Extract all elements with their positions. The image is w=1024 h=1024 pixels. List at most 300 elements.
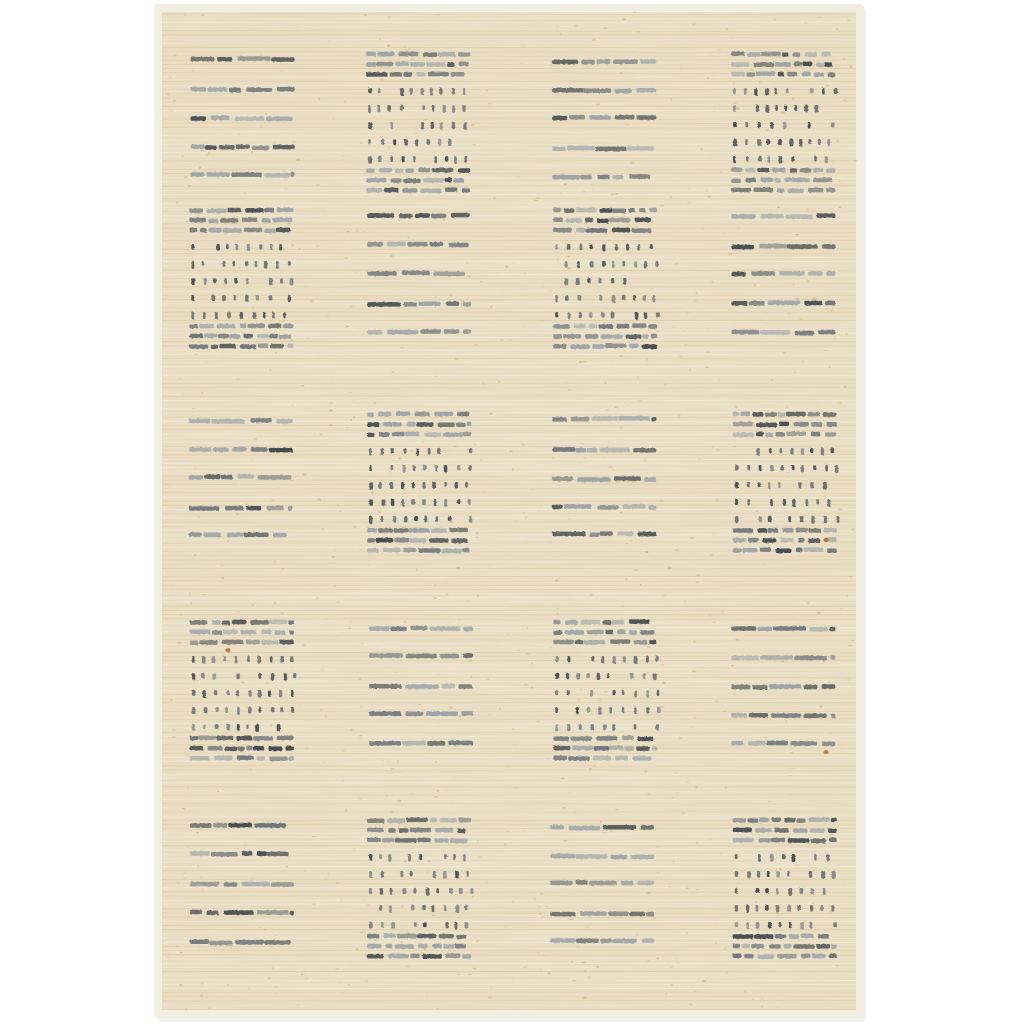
- fiber-speck: [291, 244, 295, 246]
- pattern-stripe: [785, 177, 792, 182]
- pattern-stripe: [410, 954, 419, 959]
- pattern-stripe: [768, 301, 801, 306]
- pattern-stripe: [387, 818, 405, 823]
- fiber-speck: [471, 124, 475, 126]
- pattern-stripe: [642, 334, 648, 339]
- fiber-speck: [443, 219, 446, 221]
- pattern-stripe: [825, 156, 828, 163]
- fiber-speck: [200, 995, 203, 997]
- fiber-speck: [596, 104, 600, 106]
- pattern-stripe: [777, 188, 785, 193]
- pattern-stripe: [608, 912, 629, 917]
- pattern-stripe: [383, 548, 401, 553]
- pattern-stripe: [204, 475, 220, 480]
- fiber-speck: [666, 853, 669, 854]
- pattern-stripe: [273, 533, 287, 538]
- pattern-stripe: [611, 312, 615, 318]
- pattern-stripe: [434, 499, 437, 507]
- pattern-stripe: [789, 934, 799, 939]
- fiber-speck: [540, 893, 543, 894]
- fiber-speck: [198, 214, 200, 216]
- fiber-speck: [849, 576, 853, 577]
- pattern-stripe: [794, 422, 809, 427]
- pattern-stripe: [600, 448, 630, 453]
- pattern-stripe: [290, 278, 294, 285]
- pattern-stripe: [735, 465, 739, 471]
- pattern-stripe: [735, 888, 738, 894]
- fiber-speck: [560, 192, 562, 193]
- pattern-stripe: [279, 334, 291, 339]
- pattern-stripe: [205, 145, 217, 150]
- fiber-speck: [550, 64, 553, 66]
- rug-shading: [162, 12, 856, 1010]
- fiber-speck: [193, 86, 197, 87]
- fiber-speck: [585, 927, 589, 929]
- pattern-stripe: [552, 147, 565, 152]
- pattern-stripe: [426, 888, 430, 896]
- pattern-stripe: [226, 690, 229, 695]
- fiber-speck: [794, 372, 796, 374]
- fiber-speck: [224, 880, 227, 881]
- fiber-speck: [660, 500, 663, 501]
- fiber-speck: [678, 415, 681, 417]
- fiber-speck: [825, 852, 829, 853]
- fiber-speck: [188, 185, 191, 187]
- fiber-speck: [317, 597, 319, 599]
- fiber-speck: [399, 135, 401, 137]
- fiber-speck: [572, 980, 576, 981]
- pattern-stripe: [801, 448, 804, 455]
- pattern-stripe: [391, 627, 407, 632]
- fiber-speck: [650, 288, 652, 290]
- pattern-stripe: [383, 422, 402, 427]
- pattern-stripe: [237, 724, 240, 731]
- fiber-speck: [711, 281, 713, 283]
- pattern-stripe: [587, 448, 598, 453]
- fiber-speck: [194, 354, 198, 355]
- pattern-stripe: [746, 178, 757, 183]
- pattern-stripe: [791, 741, 818, 746]
- pattern-stripe: [379, 854, 382, 859]
- pattern-stripe: [423, 482, 426, 489]
- fiber-speck: [647, 646, 651, 648]
- fiber-row: [162, 468, 856, 469]
- pattern-stripe: [464, 922, 468, 928]
- fiber-speck: [656, 330, 660, 332]
- pattern-stripe: [803, 685, 817, 690]
- pattern-stripe: [786, 88, 789, 94]
- pattern-stripe: [191, 87, 207, 92]
- pattern-stripe: [440, 818, 457, 823]
- fiber-speck: [432, 915, 435, 916]
- fiber-speck: [389, 473, 392, 474]
- pattern-stripe: [733, 156, 735, 163]
- pattern-stripe: [757, 448, 760, 456]
- pattern-stripe: [832, 871, 836, 879]
- fiber-speck: [415, 90, 418, 91]
- fiber-speck: [569, 792, 571, 793]
- pattern-stripe: [248, 324, 266, 329]
- fiber-speck: [251, 151, 253, 153]
- pattern-stripe: [404, 139, 408, 146]
- fiber-speck: [391, 371, 394, 373]
- pattern-stripe: [378, 528, 393, 533]
- pattern-stripe: [257, 910, 289, 915]
- pattern-stripe: [631, 855, 655, 860]
- pattern-stripe: [463, 627, 473, 632]
- pattern-stripe: [426, 712, 458, 717]
- fiber-speck: [792, 98, 794, 99]
- pattern-stripe: [270, 344, 284, 349]
- fiber-speck: [688, 188, 690, 190]
- pattern-stripe: [229, 334, 240, 339]
- pattern-stripe: [747, 871, 751, 878]
- fiber-speck: [201, 14, 204, 15]
- fiber-speck: [189, 593, 191, 595]
- pattern-stripe: [629, 208, 636, 213]
- pattern-stripe: [390, 482, 394, 489]
- pattern-stripe: [279, 690, 282, 697]
- pattern-stripe: [388, 828, 396, 833]
- pattern-stripe: [413, 465, 415, 471]
- fiber-speck: [458, 543, 461, 544]
- fiber-speck: [170, 585, 172, 586]
- fiber-row: [162, 240, 856, 241]
- fiber-speck: [238, 134, 240, 135]
- pattern-stripe: [251, 447, 267, 452]
- fiber-speck: [794, 850, 797, 851]
- pattern-stripe: [575, 640, 583, 645]
- pattern-stripe: [577, 477, 610, 482]
- fiber-speck: [325, 716, 326, 718]
- fiber-speck: [275, 352, 277, 354]
- pattern-stripe: [369, 465, 372, 471]
- pattern-stripe: [636, 88, 656, 93]
- fiber-speck: [408, 900, 410, 901]
- fiber-speck: [469, 276, 471, 278]
- fiber-speck: [660, 205, 664, 207]
- pattern-stripe: [462, 711, 473, 716]
- fiber-speck: [547, 972, 551, 974]
- fiber-speck: [708, 838, 712, 839]
- pattern-stripe: [741, 412, 750, 417]
- fiber-speck: [270, 724, 274, 726]
- fiber-speck: [756, 511, 757, 513]
- fiber-speck: [350, 305, 353, 307]
- fiber-speck: [583, 191, 585, 193]
- fiber-speck: [561, 778, 565, 779]
- fiber-speck: [346, 326, 350, 328]
- pattern-stripe: [610, 855, 627, 860]
- pattern-stripe: [224, 656, 226, 662]
- fiber-speck: [625, 579, 627, 580]
- fiber-speck: [556, 613, 559, 615]
- pattern-stripe: [629, 344, 638, 349]
- pattern-stripe: [259, 673, 262, 679]
- fiber-speck: [199, 876, 203, 877]
- pattern-stripe: [756, 423, 777, 428]
- pattern-stripe: [223, 630, 238, 635]
- pattern-stripe: [401, 482, 404, 489]
- fiber-speck: [785, 720, 787, 722]
- fiber-speck: [458, 715, 461, 717]
- pattern-stripe: [754, 63, 775, 68]
- fiber-speck: [568, 518, 572, 520]
- fiber-speck: [371, 491, 373, 493]
- pattern-stripe: [403, 179, 420, 184]
- fiber-speck: [848, 645, 851, 647]
- fiber-speck: [333, 585, 336, 587]
- fiber-speck: [268, 977, 270, 979]
- fiber-speck: [623, 18, 626, 20]
- fiber-speck: [834, 336, 836, 338]
- fiber-speck: [321, 668, 324, 670]
- pattern-stripe: [805, 499, 808, 506]
- fiber-speck: [488, 567, 491, 568]
- fiber-speck: [525, 517, 527, 519]
- fiber-speck: [434, 584, 436, 586]
- pattern-stripe: [589, 312, 592, 318]
- pattern-stripe: [555, 724, 558, 732]
- fiber-speck: [453, 777, 455, 779]
- fiber-speck: [523, 967, 527, 968]
- fiber-speck: [472, 144, 476, 145]
- pattern-stripe: [367, 271, 397, 276]
- fiber-speck: [422, 441, 424, 443]
- pattern-stripe: [747, 72, 756, 77]
- pattern-stripe: [589, 533, 599, 538]
- pattern-stripe: [203, 690, 206, 698]
- pattern-stripe: [653, 673, 657, 680]
- pattern-stripe: [576, 673, 580, 679]
- pattern-stripe: [369, 711, 401, 716]
- fiber-speck: [600, 821, 602, 823]
- fiber-row: [162, 950, 856, 951]
- pattern-stripe: [598, 278, 601, 284]
- fiber-speck: [522, 444, 525, 446]
- fiber-speck: [245, 503, 247, 505]
- pattern-stripe: [569, 826, 601, 831]
- pattern-stripe: [732, 330, 760, 335]
- fiber-speck: [387, 761, 391, 763]
- fiber-speck: [612, 365, 613, 367]
- fiber-speck: [713, 111, 716, 112]
- pattern-stripe: [240, 324, 247, 329]
- pattern-stripe: [225, 747, 237, 752]
- fiber-speck: [750, 70, 754, 72]
- pattern-stripe: [586, 228, 608, 233]
- pattern-stripe: [200, 228, 207, 233]
- fiber-speck: [592, 38, 596, 40]
- pattern-stripe: [757, 528, 766, 533]
- fiber-speck: [301, 974, 304, 976]
- pattern-stripe: [368, 122, 372, 129]
- pattern-stripe: [428, 72, 449, 77]
- pattern-stripe: [646, 656, 649, 663]
- fiber-speck: [834, 869, 836, 871]
- pattern-stripe: [402, 156, 405, 163]
- pattern-stripe: [466, 871, 468, 877]
- pattern-stripe: [199, 735, 216, 740]
- pattern-stripe: [465, 905, 468, 910]
- pattern-stripe: [622, 736, 633, 741]
- fiber-speck: [571, 961, 573, 963]
- pattern-stripe: [416, 72, 425, 77]
- pattern-stripe: [810, 905, 813, 912]
- fiber-speck: [356, 271, 358, 273]
- fiber-speck: [600, 414, 603, 415]
- pattern-stripe: [553, 756, 567, 761]
- fiber-speck: [718, 380, 720, 381]
- fiber-speck: [345, 810, 347, 812]
- pattern-stripe: [615, 244, 618, 251]
- fiber-speck: [593, 887, 596, 888]
- fiber-speck: [747, 272, 748, 274]
- fiber-speck: [183, 877, 187, 879]
- fiber-row: [162, 694, 856, 695]
- pattern-stripe: [208, 746, 223, 751]
- pattern-stripe: [388, 854, 391, 862]
- pattern-stripe: [746, 905, 749, 913]
- fiber-speck: [400, 347, 404, 348]
- fiber-speck: [449, 449, 452, 450]
- pattern-stripe: [258, 343, 268, 348]
- fiber-speck: [557, 26, 559, 28]
- pattern-stripe: [756, 432, 764, 437]
- fiber-speck: [725, 787, 727, 789]
- pattern-stripe: [395, 169, 404, 174]
- fiber-speck: [513, 978, 515, 980]
- fiber-speck: [350, 963, 352, 964]
- pattern-stripe: [236, 736, 252, 741]
- fiber-speck: [339, 510, 342, 512]
- pattern-stripe: [553, 344, 566, 349]
- fiber-speck: [581, 859, 583, 860]
- fiber-speck: [303, 287, 305, 288]
- fiber-speck: [854, 160, 858, 162]
- fiber-row: [162, 308, 856, 309]
- fiber-speck: [342, 780, 343, 782]
- fiber-speck: [490, 306, 492, 308]
- pattern-stripe: [250, 620, 269, 625]
- pattern-stripe: [405, 432, 419, 437]
- pattern-stripe: [824, 62, 832, 67]
- pattern-stripe: [434, 412, 453, 417]
- pattern-stripe: [397, 934, 417, 939]
- fiber-speck: [236, 513, 238, 515]
- fiber-speck: [524, 684, 527, 686]
- pattern-stripe: [552, 116, 567, 121]
- fiber-speck: [816, 147, 820, 148]
- pattern-stripe: [244, 228, 262, 233]
- fiber-speck: [518, 177, 520, 178]
- pattern-stripe: [601, 334, 613, 339]
- pattern-stripe: [366, 168, 374, 173]
- pattern-stripe: [240, 344, 256, 349]
- pattern-stripe: [825, 432, 836, 437]
- pattern-stripe: [279, 244, 282, 251]
- pattern-stripe: [643, 295, 647, 301]
- pattern-stripe: [804, 301, 822, 306]
- fiber-speck: [322, 528, 324, 530]
- fiber-speck: [471, 676, 472, 678]
- pattern-stripe: [811, 422, 822, 427]
- fiber-speck: [188, 787, 190, 789]
- pattern-stripe: [758, 854, 761, 862]
- fiber-speck: [346, 427, 349, 428]
- pattern-stripe: [577, 261, 580, 268]
- pattern-stripe: [749, 301, 765, 306]
- pattern-stripe: [821, 871, 825, 879]
- pattern-stripe: [190, 630, 211, 635]
- pattern-stripe: [816, 63, 824, 68]
- pattern-stripe: [438, 52, 455, 57]
- pattern-stripe: [246, 640, 260, 645]
- pattern-stripe: [610, 745, 624, 750]
- pattern-stripe: [619, 416, 650, 421]
- pattern-stripe: [731, 51, 744, 56]
- pattern-stripe: [759, 465, 762, 471]
- pattern-stripe: [731, 656, 758, 661]
- fiber-speck: [208, 152, 211, 154]
- fiber-speck: [522, 46, 526, 47]
- fiber-speck: [656, 957, 659, 959]
- pattern-stripe: [252, 146, 269, 151]
- fiber-speck: [378, 511, 382, 513]
- pattern-stripe: [733, 838, 754, 843]
- pattern-stripe: [452, 88, 455, 94]
- pattern-stripe: [751, 944, 764, 949]
- fiber-speck: [581, 443, 584, 444]
- fiber-speck: [179, 984, 183, 986]
- pattern-stripe: [770, 465, 774, 471]
- pattern-stripe: [429, 538, 448, 543]
- fiber-speck: [771, 379, 774, 381]
- fiber-speck: [449, 294, 452, 296]
- fiber-speck: [786, 407, 788, 409]
- fiber-speck: [537, 951, 539, 953]
- fiber-speck: [188, 260, 191, 262]
- pattern-stripe: [589, 324, 597, 329]
- fiber-speck: [398, 772, 401, 773]
- pattern-stripe: [408, 242, 428, 247]
- pattern-stripe: [451, 72, 465, 77]
- pattern-stripe: [580, 175, 592, 180]
- pattern-stripe: [419, 854, 422, 860]
- fiber-speck: [466, 262, 469, 264]
- pattern-stripe: [553, 736, 569, 741]
- pattern-stripe: [201, 673, 205, 678]
- fiber-speck: [637, 377, 639, 378]
- fiber-speck: [382, 760, 384, 761]
- fiber-speck: [358, 735, 362, 737]
- fiber-speck: [322, 761, 325, 763]
- pattern-stripe: [733, 412, 740, 417]
- pattern-stripe: [609, 707, 612, 714]
- fiber-speck: [775, 832, 778, 834]
- fiber-speck: [543, 955, 546, 956]
- fiber-speck: [329, 424, 333, 426]
- pattern-stripe: [555, 295, 558, 302]
- fiber-speck: [710, 54, 711, 56]
- fiber-speck: [540, 969, 542, 971]
- pattern-stripe: [576, 707, 579, 714]
- pattern-stripe: [224, 882, 238, 887]
- fiber-speck: [787, 313, 791, 315]
- fiber-speck: [512, 728, 514, 730]
- pattern-stripe: [794, 105, 797, 111]
- pattern-stripe: [430, 88, 433, 96]
